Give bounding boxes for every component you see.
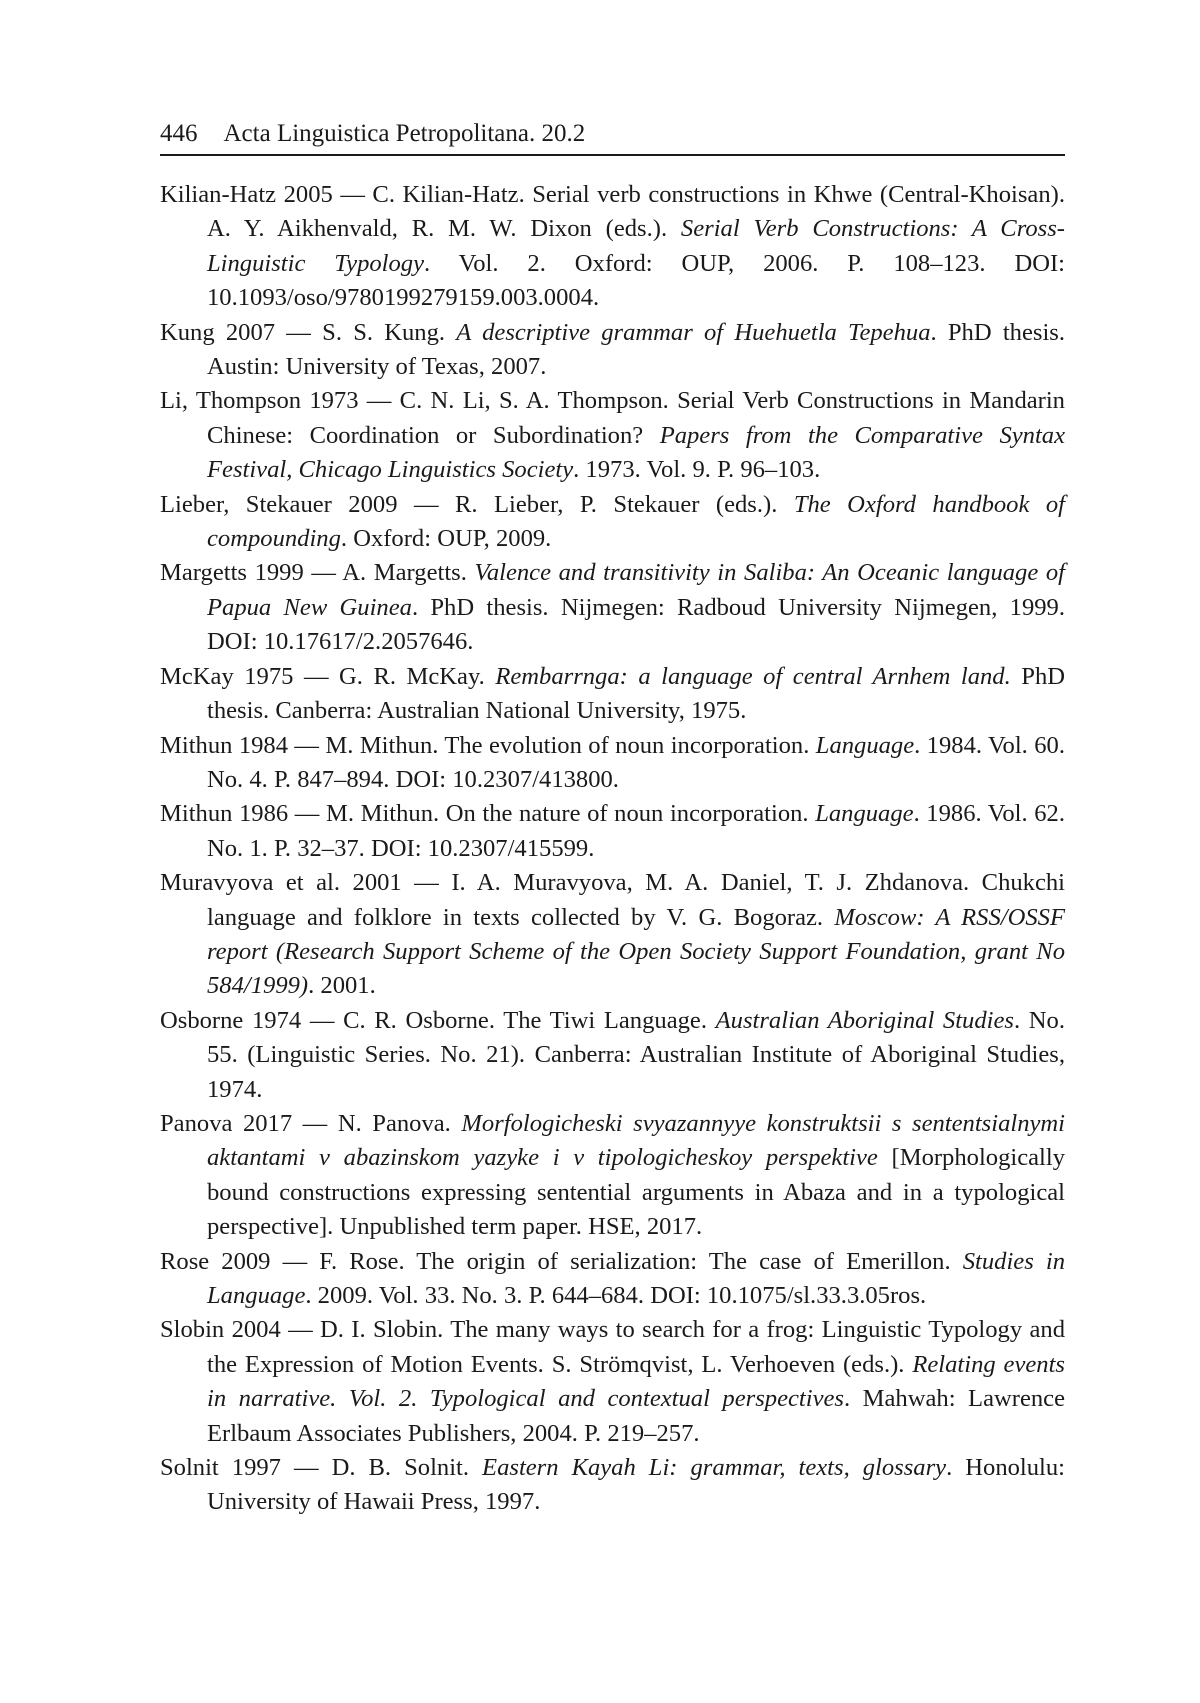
reference-text: Serial verb constructions in Khwe (Central-Khoisan). A. Y. Aikhenvald, R. M. W. Dixon (eds.). (207, 181, 1065, 243)
reference-entry: Panova 2017 — N. Panova. Morfologicheski svyazannyye konstruktsii s sententsialnymi aktantami v abazinskom yazyke i v tipologicheskoy perspektive [Morphologically bound constructions expressing sentential arguments in Abaza and in a typological perspective]. Unpublished term paper. HSE, 2017. (160, 1109, 1066, 1241)
reference-authors: F. Rose. (319, 1247, 405, 1275)
reference-source-italic: Language (815, 800, 914, 828)
reference-text: The many ways to search for a frog: Linguistic Typology and the Expression of Motion Events. S. Strömqvist, L. Verhoeven (eds.). (207, 1316, 1065, 1378)
reference-text: . Vol. 2. Oxford: OUP, 2006. P. 108–123. DOI: 10.1093/oso/9780199279159.003.0004. (207, 249, 1065, 312)
reference-authors: D. B. Solnit. (331, 1454, 470, 1482)
reference-entry: Kilian-Hatz 2005 — C. Kilian-Hatz. Serial verb constructions in Khwe (Central-Khoisan). A. Y. Aikhenvald, R. M. W. Dixon (eds.). Serial Verb Constructions: A Cross-Linguistic Typology. Vol. 2. Oxford: OUP, 2006. P. 108–123. DOI: 10.1093/oso/9780199279159.003.0004. (160, 181, 1065, 312)
reference-entry: Mithun 1984 — M. Mithun. The evolution of noun incorporation. Language. 1984. Vol. 60. No. 4. P. 847–894. DOI: 10.2307/413800. (160, 731, 1065, 793)
reference-key: Solnit 1997 (160, 1454, 281, 1482)
reference-authors: M. Mithun. (325, 731, 439, 759)
reference-text: . PhD thesis. Austin: University of Texas, 2007. (207, 318, 1066, 381)
reference-authors: A. Margetts. (342, 559, 467, 587)
reference-text: . PhD thesis. Nijmegen: Radboud University Nijmegen, 1999. DOI: 10.17617/2.2057646. (207, 593, 1065, 656)
reference-source-italic: Papers from the Comparative Syntax Festival, Chicago Linguistics Society (207, 421, 1065, 484)
reference-text: . 1973. Vol. 9. P. 96–103. (573, 456, 821, 484)
reference-source-italic: Language (815, 731, 915, 759)
reference-key: Mithun 1984 (160, 731, 289, 759)
reference-text: The origin of serialization: The case of Emerillon. (416, 1247, 963, 1275)
reference-entry: Slobin 2004 — D. I. Slobin. The many ways to search for a frog: Linguistic Typology and the Expression of Motion Events. S. Strömqvist, L. Verhoeven (eds.). Relating events in narrative. Vol. 2. Typological and contextual perspectives. Mahwah: Lawrence Erlbaum Associates Publishers, 2004. P. 219–257. (160, 1316, 1065, 1447)
reference-text: PhD thesis. Canberra: Australian National University, 1975. (207, 662, 1066, 725)
page (160, 118, 1065, 1520)
reference-authors: S. S. Kung. (322, 318, 446, 346)
reference-key: Mithun 1986 (160, 800, 289, 828)
reference-key: Kilian-Hatz 2005 (160, 181, 333, 208)
reference-source-italic: Morfologicheski svyazannyye konstruktsii s sententsialnymi aktantami v abazinskom yazyke i v tipologicheskoy perspektive (207, 1109, 1066, 1172)
page-number: 446 (160, 120, 198, 147)
reference-entry: Margetts 1999 — A. Margetts. Valence and transitivity in Saliba: An Oceanic language of Papua New Guinea. PhD thesis. Nijmegen: Radboud University Nijmegen, 1999. DOI: 10.17617/2.2057646. (160, 559, 1065, 656)
reference-list (160, 178, 1065, 1520)
reference-text: . 2009. Vol. 33. No. 3. P. 644–684. DOI: 10.1075/sl.33.3.05ros. (305, 1282, 927, 1309)
reference-authors: N. Panova. (337, 1109, 451, 1137)
reference-text: . 1984. Vol. 60. No. 4. P. 847–894. DOI: 10.2307/413800. (207, 731, 1065, 793)
reference-source-italic: Rembarrnga: a language of central Arnhem land. (495, 662, 1011, 690)
reference-source-italic: A descriptive grammar of Huehuetla Tepehua (456, 318, 931, 346)
reference-text: Chukchi language and folklore in texts collected by V. G. Bogoraz. (207, 869, 1066, 931)
reference-text: . Honolulu: University of Hawaii Press, 1997. (207, 1454, 1066, 1516)
reference-authors: C. N. Li, S. A. Thompson. (399, 387, 669, 415)
reference-authors: C. R. Osborne. (343, 1006, 495, 1034)
reference-text: . 1986. Vol. 62. No. 1. P. 32–37. DOI: 10.2307/415599. (207, 800, 1065, 862)
reference-text: . Oxford: OUP, 2009. (340, 525, 552, 553)
reference-key: McKay 1975 (160, 662, 294, 690)
reference-key: Panova 2017 (160, 1109, 293, 1137)
reference-authors: G. R. McKay. (339, 662, 485, 690)
reference-entry: Li, Thompson 1973 — C. N. Li, S. A. Thompson. Serial Verb Constructions in Mandarin Chinese: Coordination or Subordination? Papers from the Comparative Syntax Festival, Chicago Linguistics Society. 1973. Vol. 9. P. 96–103. (160, 387, 1065, 484)
reference-source-italic: Moscow: A RSS/OSSF report (Research Support Scheme of the Open Society Support Foundation, grant No 584/1999) (207, 903, 1065, 1000)
reference-key: Kung 2007 (160, 318, 276, 346)
reference-key: Rose 2009 (160, 1247, 271, 1275)
reference-authors: M. Mithun. (325, 800, 440, 828)
reference-text: Serial Verb Constructions in Mandarin Chinese: Coordination or Subordination? (207, 387, 1065, 449)
reference-source-italic: Studies in Language (207, 1247, 1065, 1309)
running-head (160, 118, 1065, 156)
reference-entry: Solnit 1997 — D. B. Solnit. Eastern Kayah Li: grammar, texts, glossary. Honolulu: University of Hawaii Press, 1997. (160, 1454, 1066, 1516)
journal-title: Acta Linguistica Petropolitana. 20.2 (223, 120, 586, 147)
reference-key: Muravyova et al. 2001 (160, 869, 402, 897)
reference-source-italic: Eastern Kayah Li: grammar, texts, glossary (482, 1454, 947, 1482)
reference-text: [Morphologically bound constructions expressing sentential arguments in Abaza and in a typological perspective]. Unpublished term paper. HSE, 2017. (207, 1144, 1066, 1241)
reference-entry: Rose 2009 — F. Rose. The origin of serialization: The case of Emerillon. Studies in Language. 2009. Vol. 33. No. 3. P. 644–684. DOI: 10.1075/sl.33.3.05ros. (160, 1247, 1065, 1309)
reference-key: Osborne 1974 (160, 1006, 302, 1034)
reference-authors: R. Lieber, P. Stekauer (eds.). (455, 490, 778, 518)
reference-entry: Osborne 1974 — C. R. Osborne. The Tiwi Language. Australian Aboriginal Studies. No. 55. (Linguistic Series. No. 21). Canberra: Australian Institute of Aboriginal Studies, 1974. (160, 1006, 1065, 1103)
reference-key: Slobin 2004 (160, 1316, 281, 1344)
reference-key: Li, Thompson 1973 (160, 387, 359, 415)
reference-text: . No. 55. (Linguistic Series. No. 21). Canberra: Australian Institute of Aboriginal Studies, 1974. (207, 1006, 1065, 1103)
reference-entry: Lieber, Stekauer 2009 — R. Lieber, P. Stekauer (eds.). The Oxford handbook of compounding. Oxford: OUP, 2009. (160, 490, 1065, 553)
reference-authors: I. A. Muravyova, M. A. Daniel, T. J. Zhdanova. (451, 869, 970, 897)
reference-entry: McKay 1975 — G. R. McKay. Rembarrnga: a language of central Arnhem land. PhD thesis. Canberra: Australian National University, 1975. (160, 662, 1066, 725)
reference-text: The Tiwi Language. (503, 1006, 716, 1034)
reference-text: . 2001. (308, 972, 376, 1000)
reference-source-italic: Relating events in narrative. Vol. 2. Typological and contextual perspectives (207, 1350, 1065, 1413)
reference-text: On the nature of noun incorporation. (445, 800, 816, 828)
reference-source-italic: Serial Verb Constructions: A Cross-Linguistic Typology (207, 215, 1065, 277)
reference-source-italic: Australian Aboriginal Studies (715, 1006, 1014, 1034)
reference-authors: D. I. Slobin. (320, 1316, 444, 1344)
reference-entry: Muravyova et al. 2001 — I. A. Muravyova, M. A. Daniel, T. J. Zhdanova. Chukchi language and folklore in texts collected by V. G. Bogoraz. Moscow: A RSS/OSSF report (Research Support Scheme of the Open Society Support Foundation, grant No 584/1999). 2001. (160, 869, 1066, 1000)
reference-key: Lieber, Stekauer 2009 (160, 490, 398, 518)
reference-entry: Mithun 1986 — M. Mithun. On the nature of noun incorporation. Language. 1986. Vol. 62. No. 1. P. 32–37. DOI: 10.2307/415599. (160, 800, 1065, 862)
reference-entry: Kung 2007 — S. S. Kung. A descriptive grammar of Huehuetla Tepehua. PhD thesis. Austin: University of Texas, 2007. (160, 318, 1066, 381)
reference-source-italic: The Oxford handbook of compounding (207, 490, 1065, 553)
reference-source-italic: Valence and transitivity in Saliba: An Oceanic language of Papua New Guinea (207, 559, 1065, 621)
reference-key: Margetts 1999 (160, 559, 304, 587)
reference-text: The evolution of noun incorporation. (444, 731, 816, 759)
reference-authors: C. Kilian-Hatz. (372, 181, 525, 208)
reference-text: . Mahwah: Lawrence Erlbaum Associates Publishers, 2004. P. 219–257. (207, 1385, 1065, 1447)
